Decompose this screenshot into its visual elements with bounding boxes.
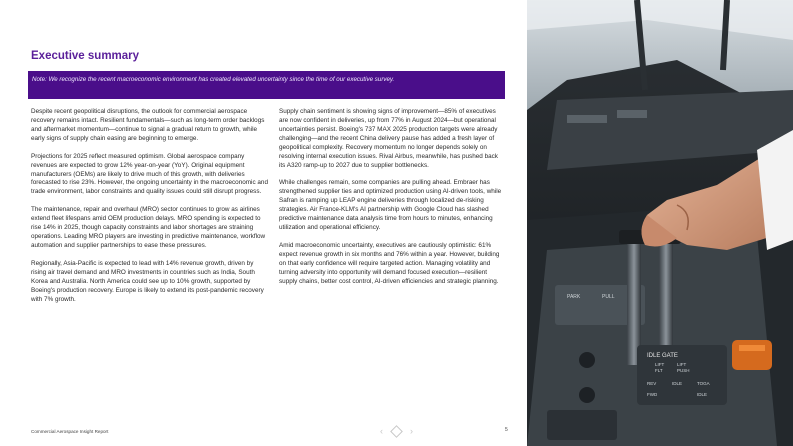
- photo-label: LIFT: [655, 362, 665, 367]
- paragraph: Regionally, Asia-Pacific is expected to lead with 14% revenue growth, driven by rising air travel demand and MRO investments in countries such as India, South Korea and Australia. North America could see up to 10% growth, supported by Boeing's production recovery. Europe is likely to extend its post-pandemic recovery with 7% growth.: [31, 259, 264, 303]
- paragraph: Projections for 2025 reflect measured optimism. Global aerospace company revenues are expected to grow 12% year-on-year (YoY). Original equipment manufacturers (OEMs) are likely to drive much of this growth, with deliveries forecasted to rise 23%. However, the ongoing uncertainty in the macroeconomic and trade environment, labor constraints and quality issues could still disrupt progress.: [31, 152, 268, 196]
- paragraph: Supply chain sentiment is showing signs of improvement—85% of executives are now confident in deliveries, up from 77% in August 2024—but operational uncertainties persist. Boeing's 737 MAX 2025 production targets were already challenging—and the recent China delivery pause has added a fresh layer of geopolitical complexity. Recovery momentum no longer depends solely on resolving internal execution issues. Rival Airbus, meanwhile, has pushed back its A320 ramp-up to 2027 due to supplier bottlenecks.: [279, 108, 498, 169]
- paragraph: While challenges remain, some companies are pulling ahead. Embraer has strengthened supplier ties and optimized production using AI-driven tools, while Safran is ramping up LEAP engine deliveries through localized de-risking strategies. Air France-KLM's AI partnership with Google Cloud has slashed predictive maintenance data analysis time from hours to minutes, enhancing utilization and operational efficiency.: [279, 179, 502, 232]
- photo-label: IDLE: [672, 381, 683, 386]
- photo-label: FWD: [647, 392, 658, 397]
- right-column: [279, 108, 505, 296]
- next-page-button[interactable]: ›: [410, 426, 413, 436]
- photo-label: PULL: [602, 294, 615, 300]
- prev-page-button[interactable]: ‹: [380, 426, 383, 436]
- photo-label: PUSH: [677, 368, 690, 373]
- left-column: [31, 108, 268, 313]
- paragraph: The maintenance, repair and overhaul (MRO) sector continues to grow as airlines extend fleet lifespans amid OEM production delays. MRO spending is expected to rise 14% in 2025, though capacity constraints and labor shortages are straining operations. Leading MRO players are investing in predictive maintenance, workflow automation and supplier partnerships to ease these pressures.: [31, 206, 266, 249]
- photo-label: PARK: [567, 294, 581, 300]
- home-icon[interactable]: [390, 425, 403, 438]
- page-title: Executive summary: [31, 50, 140, 62]
- report-name: Commercial Aerospace Insight Report: [31, 429, 109, 434]
- paragraph: Amid macroeconomic uncertainty, executives are cautiously optimistic: 61% expect revenue growth in six months and 76% within a year. However, building on that early confidence will require targeted action. Managing volatility and turning adversity into opportunity will demand focused execution—resilient supply chains, better cost control, AI-driven efficiencies and strategic planning.: [279, 241, 500, 285]
- photo-label: IDLE: [697, 392, 708, 397]
- page-navigation: [380, 424, 413, 438]
- paragraph: Despite recent geopolitical disruptions, the outlook for commercial aerospace recovery remains intact. Resilient fundamentals—such as long-term order backlogs and aftermarket momentum—continue to signal a gradual return to growth, while early signs of supply chain easing are beginning to emerge.: [31, 108, 265, 142]
- photo-label: REV: [647, 381, 657, 386]
- photo-label: LIFT: [677, 362, 687, 367]
- cockpit-photo: [527, 0, 793, 446]
- note-banner: Note: We recognize the recent macroeconomic environment has created elevated uncertainty since the time of our executive survey.: [28, 71, 505, 99]
- photo-label: TOGA: [697, 381, 710, 386]
- photo-label: FLT: [655, 368, 663, 373]
- page-number: 5: [505, 427, 508, 433]
- cockpit-throttle-illustration: [527, 0, 793, 446]
- photo-label: IDLE GATE: [647, 353, 678, 359]
